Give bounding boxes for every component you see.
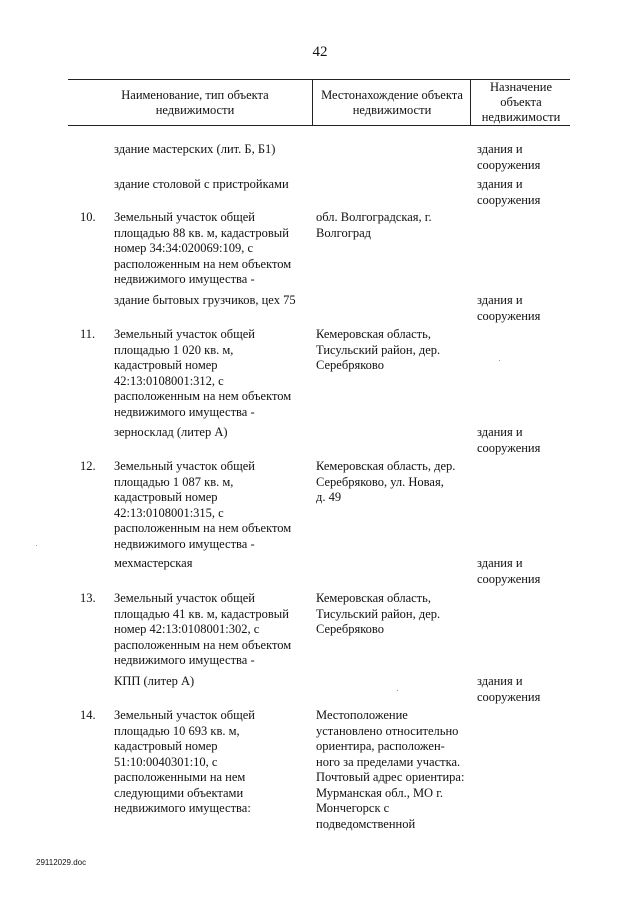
- scan-speck: [397, 690, 398, 691]
- header-purpose: Назначение объекта недвижимости: [481, 80, 561, 124]
- scan-speck: [499, 360, 500, 361]
- purpose-cell: здания и сооружения: [477, 142, 541, 172]
- list-item: КПП (литер А): [114, 674, 195, 688]
- list-item: Земельный участок общей площадью 10 693 кв. м, кадастровый номер 51:10:0040301:10, с расположенными на нем следующими объектами недвижимого имущества:: [114, 708, 255, 815]
- purpose-cell: здания и сооружения: [477, 293, 541, 323]
- list-item: Земельный участок общей площадью 88 кв. м, кадастровый номер 34:34:020069:109, с расположенным на нем объектом недвижимого имущества -: [114, 210, 292, 286]
- list-item: Земельный участок общей площадью 1 020 кв. м, кадастровый номер 42:13:0108001:312, с расположенным на нем объектом недвижимого имущества -: [114, 327, 292, 419]
- purpose-cell: здания и сооружения: [477, 177, 541, 207]
- location-cell: Кемеровская область, Тисульский район, дер. Серебряково: [316, 327, 441, 372]
- list-item: мехмастерская: [114, 556, 193, 570]
- list-item: здание мастерских (лит. Б, Б1): [114, 142, 276, 156]
- page-number: 42: [312, 44, 328, 60]
- location-cell: обл. Волгоградская, г. Волгоград: [316, 210, 432, 240]
- purpose-cell: здания и сооружения: [477, 556, 541, 586]
- list-item: зерносклад (литер А): [114, 425, 228, 439]
- location-cell: Местоположение установлено относительно ориентира, расположен-ного за пределами участка. Почтовый адрес ориентира: Мурманская обл., МО г. Мончегорск с подведомственной: [316, 708, 465, 831]
- purpose-cell: здания и сооружения: [477, 674, 541, 704]
- list-item: здание столовой с пристройками: [114, 177, 289, 191]
- item-number: 10.: [80, 210, 96, 224]
- footer-filename: 29112029.doc: [36, 858, 87, 867]
- list-item: Земельный участок общей площадью 41 кв. м, кадастровый номер 42:13:0108001:302, с расположенным на нем объектом недвижимого имущества -: [114, 591, 292, 667]
- scan-speck: [36, 545, 37, 546]
- header-location: Местонахождение объекта недвижимости: [321, 88, 463, 117]
- list-item: здание бытовых грузчиков, цех 75: [114, 293, 296, 307]
- item-number: 13.: [80, 591, 96, 605]
- item-number: 14.: [80, 708, 96, 722]
- location-cell: Кемеровская область, Тисульский район, дер. Серебряково: [316, 591, 441, 636]
- item-number: 12.: [80, 459, 96, 473]
- header-divider-2: [470, 79, 471, 125]
- item-number: 11.: [80, 327, 96, 341]
- location-cell: Кемеровская область, дер. Серебряково, ул. Новая, д. 49: [316, 459, 456, 504]
- header-name-type: Наименование, тип объекта недвижимости: [121, 88, 269, 117]
- purpose-cell: здания и сооружения: [477, 425, 541, 455]
- header-divider-1: [312, 79, 313, 125]
- table-header-bottom-rule: [68, 125, 570, 126]
- list-item: Земельный участок общей площадью 1 087 кв. м, кадастровый номер 42:13:0108001:315, с расположенным на нем объектом недвижимого имущества -: [114, 459, 292, 551]
